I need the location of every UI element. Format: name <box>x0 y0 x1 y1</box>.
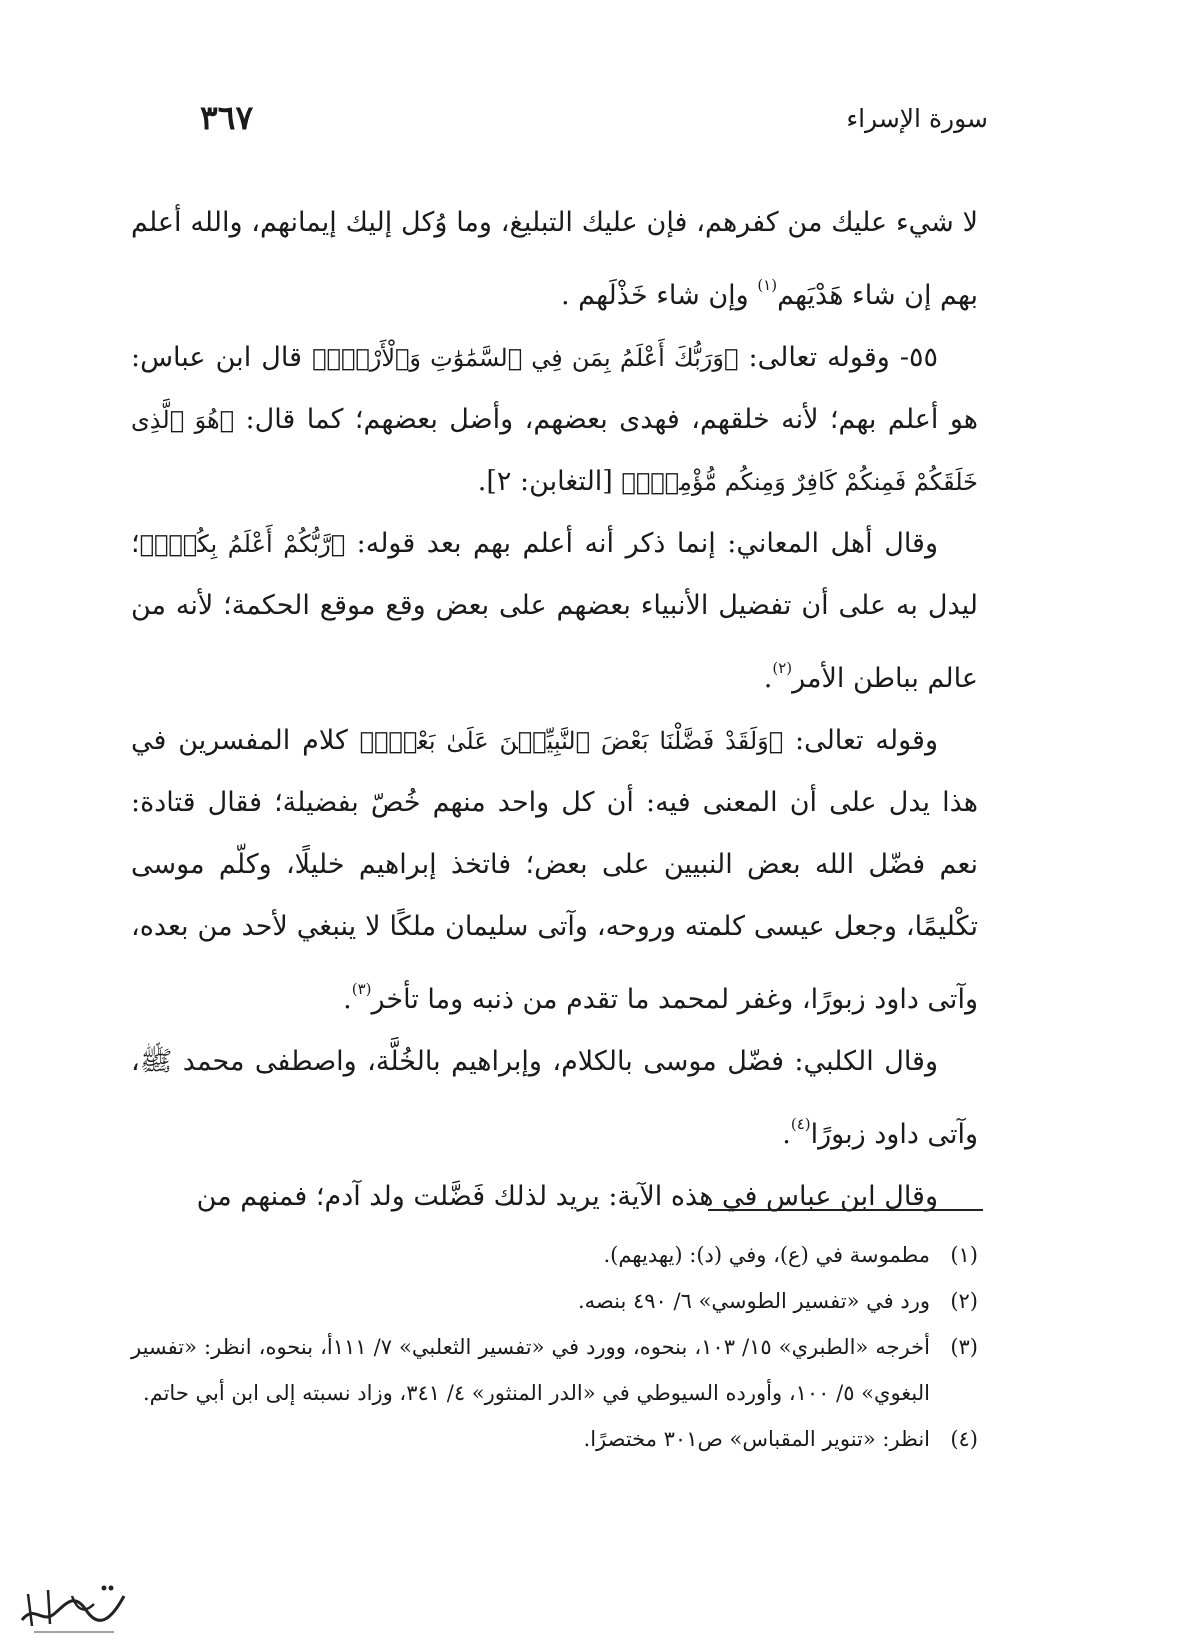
paragraph: وقال ابن عباس في هذه الآية: يريد لذلك فَضَّلت ولد آدم؛ فمنهم من <box>196 1181 938 1212</box>
main-text <box>131 192 978 1228</box>
quran-verse: ﴿وَرَبُّكَ أَعْلَمُ بِمَن فِي ٱلسَّمَٰوَٰتِ وَٱلْأَرْضِۗ﴾ <box>312 344 739 372</box>
footnote-divider <box>708 1209 983 1211</box>
footnote: (٤) انظر: «تنوير المقباس» ص٣٠١ مختصرًا. <box>131 1416 978 1462</box>
paragraph: ٥٥- وقوله تعالى: ﴿وَرَبُّكَ أَعْلَمُ بِمَن فِي ٱلسَّمَٰوَٰتِ وَٱلْأَرْضِۗ﴾ قال ابن عباس: هو أعلم بهم؛ لأنه خلقهم، فهدى بعضهم، وأضل بعضهم؛ كما قال: ﴿هُوَ ٱلَّذِى خَلَقَكُمْ فَمِنكُمْ كَافِرٌ وَمِنكُم مُّؤْمِنٌۚ﴾ [التغابن: ٢]. <box>131 342 979 497</box>
paragraph: وقوله تعالى: ﴿وَلَقَدْ فَضَّلْنَا بَعْضَ ٱلنَّبِيِّـۧنَ عَلَىٰ بَعْضٍۖ﴾ كلام المفسرين في هذا يدل على أن المعنى فيه: أن كل واحد منهم خُصّ بفضيلة؛ فقال قتادة: نعم فضّل الله بعض النبيين على بعض؛ فاتخذ إبراهيم خليلًا، وكلّم موسى تكْليمًا، وجعل عيسى كلمته وروحه، وآتى سليمان ملكًا لا ينبغي لأحد من بعده، وآتى داود زبورًا، وغفر لمحمد ما تقدم من ذنبه وما تأخر$^{(٣)}$. <box>131 725 978 1015</box>
footnote-number: (٢) <box>950 1289 978 1313</box>
page-number: ٣٦٧ <box>200 98 254 137</box>
paragraph: وقال الكلبي: فضّل موسى بالكلام، وإبراهيم بالخُلَّة، واصطفى محمد ﷺ، وآتى داود زبورًا$^{(٤)}$. <box>131 1046 978 1150</box>
footnote-number: (٣) <box>950 1335 978 1359</box>
footnote-ref[interactable]: (٢) <box>772 659 793 677</box>
paragraph: وقال أهل المعاني: إنما ذكر أنه أعلم بهم بعد قوله: ﴿رَّبُّكُمْ أَعْلَمُ بِكُمْۖ﴾؛ ليدل به على أن تفضيل الأنبياء بعضهم على بعض وقع موقع الحكمة؛ لأنه من عالم بباطن الأمر$^{(٢)}$. <box>131 528 978 694</box>
surah-name: سورة الإسراء <box>846 104 988 133</box>
quran-verse: ﴿هُوَ ٱلَّذِى خَلَقَكُمْ فَمِنكُمْ كَافِرٌ وَمِنكُم مُّؤْمِنٌۚ﴾ <box>131 406 978 496</box>
footnote-number: (٤) <box>950 1427 978 1451</box>
paragraph: لا شيء عليك من كفرهم، فإن عليك التبليغ، وما وُكل إليك إيمانهم، والله أعلم بهم إن شاء هَدْيَهم$^{(١)}$ وإن شاء خَذْلَهم . <box>131 207 978 311</box>
footnote: (١) مطموسة في (ع)، وفي (د): (يهديهم). <box>131 1232 978 1278</box>
calligraphy-logo-icon <box>14 1574 134 1638</box>
publisher-logo <box>14 1574 134 1638</box>
footnotes <box>131 1232 978 1462</box>
page-header <box>200 98 988 144</box>
quran-verse: ﴿رَّبُّكُمْ أَعْلَمُ بِكُمْۖ﴾ <box>139 530 346 558</box>
quran-verse: ﴿وَلَقَدْ فَضَّلْنَا بَعْضَ ٱلنَّبِيِّـۧنَ عَلَىٰ بَعْضٍۖ﴾ <box>359 727 784 755</box>
footnote-ref[interactable]: (٣) <box>351 980 372 998</box>
footnote-number: (١) <box>950 1243 978 1267</box>
footnote: (٢) ورد في «تفسير الطوسي» ٦/ ٤٩٠ بنصه. <box>131 1278 978 1324</box>
footnote-ref[interactable]: (٤) <box>790 1115 811 1133</box>
footnote: (٣) أخرجه «الطبري» ١٥/ ١٠٣، بنحوه، وورد في «تفسير الثعلبي» ٧/ ١١١أ، بنحوه، انظر: «تفسير البغوي» ٥/ ١٠٠، وأورده السيوطي في «الدر المنثور» ٤/ ٣٤١، وزاد نسبته إلى ابن أبي حاتم. <box>131 1324 978 1416</box>
footnote-ref[interactable]: (١) <box>757 276 778 294</box>
